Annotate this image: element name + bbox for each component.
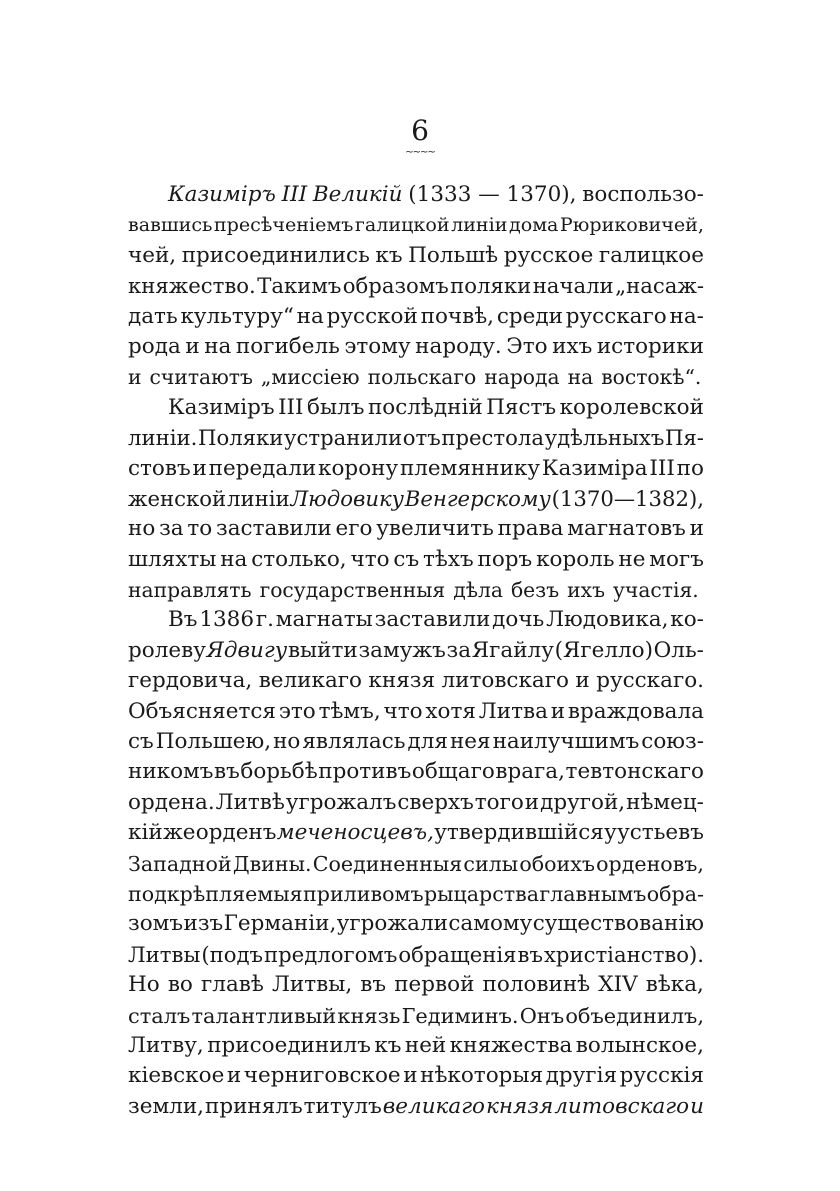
- word: то: [187, 516, 213, 542]
- word: магнаты: [275, 607, 373, 633]
- word: русскія: [619, 1063, 704, 1089]
- word: кіевское: [128, 1063, 225, 1089]
- word: вавшись: [128, 213, 213, 237]
- word: русской: [326, 303, 418, 329]
- word: изъ: [183, 911, 224, 937]
- word: что: [383, 698, 423, 724]
- word: Онъ: [519, 1003, 565, 1028]
- word: тѣмъ,: [318, 698, 381, 724]
- text-line: [128, 210, 704, 240]
- word: земли,: [128, 1093, 204, 1119]
- italic-word: Великій: [312, 182, 403, 207]
- word: культуру“: [180, 303, 294, 329]
- word: Пя-: [664, 425, 704, 451]
- word: XIV: [598, 972, 638, 998]
- word: угрожали: [336, 911, 448, 937]
- word: Западной: [128, 851, 232, 876]
- word: обоихъ: [519, 851, 595, 876]
- word: орденъ: [195, 820, 277, 846]
- word: дочь: [492, 607, 545, 633]
- word: устьевъ: [617, 820, 704, 846]
- word: на: [204, 333, 232, 359]
- word: ней: [404, 1032, 447, 1058]
- word: передали: [208, 455, 317, 481]
- word: удѣльныхъ: [544, 425, 665, 451]
- italic-word: Казиміръ: [168, 182, 276, 207]
- word: за: [159, 516, 184, 542]
- word: другой,: [540, 789, 626, 815]
- text-line: [128, 180, 704, 210]
- word: Литвы: [128, 941, 201, 967]
- word: и: [192, 455, 207, 481]
- word: Соединенныя: [312, 851, 463, 876]
- word: не: [618, 546, 646, 572]
- word: Гедиминъ.: [401, 1003, 519, 1028]
- text-line: [128, 1061, 704, 1091]
- word: почвѣ,: [420, 303, 495, 329]
- word: самому: [448, 911, 533, 937]
- word: нея: [449, 729, 491, 755]
- word: противъ: [318, 759, 412, 785]
- text-line: [128, 484, 704, 514]
- italic-word: Людовику: [290, 485, 404, 511]
- word: съ: [393, 546, 420, 572]
- word: же: [162, 820, 196, 846]
- word: ордена.: [128, 789, 215, 815]
- word: присоединились: [181, 242, 370, 268]
- word: Людовика,: [546, 607, 669, 633]
- word: на-: [669, 303, 704, 329]
- word: съ: [128, 729, 154, 755]
- word: чей,: [128, 242, 177, 268]
- word: г.: [255, 607, 274, 633]
- word: выйти: [287, 637, 358, 663]
- word: отъ: [402, 425, 441, 451]
- word: русскаго: [565, 303, 667, 329]
- text-line: [128, 514, 704, 544]
- word: но: [273, 729, 301, 755]
- word: угрожалъ: [285, 789, 397, 815]
- word: увеличить: [376, 516, 494, 542]
- word: историки: [596, 333, 704, 359]
- word: Казиміръ: [168, 394, 275, 420]
- word: князь: [337, 1003, 401, 1028]
- word: 1386: [199, 607, 255, 633]
- text-line: [128, 757, 704, 787]
- word: ихъ: [567, 578, 605, 603]
- word: направлять: [128, 578, 252, 603]
- text-line: [128, 1031, 704, 1061]
- word: сталъ: [128, 1003, 191, 1028]
- word: и: [689, 516, 704, 542]
- word: великаго: [258, 668, 362, 694]
- word: государственныя: [259, 578, 446, 603]
- word: замужъ: [358, 637, 446, 663]
- word: Двины.: [232, 851, 312, 876]
- word: существованію: [532, 911, 704, 937]
- word: князя: [368, 668, 436, 694]
- word: Рюриковичей,: [559, 213, 704, 237]
- word: народа: [484, 365, 560, 390]
- word: что: [350, 546, 390, 572]
- text-line: [128, 849, 704, 879]
- word: въ: [360, 972, 387, 998]
- word: гердовича,: [128, 668, 253, 694]
- body-text: [128, 180, 704, 1122]
- word: былъ: [307, 394, 365, 420]
- word: русскаго.: [596, 668, 704, 694]
- word: врага,: [495, 759, 565, 785]
- word: обра-: [646, 881, 704, 906]
- word: Но: [128, 972, 160, 998]
- word: заставили: [216, 516, 332, 542]
- word: талантливый: [191, 1003, 337, 1028]
- word: у: [604, 820, 617, 846]
- word: устранили: [284, 425, 403, 451]
- word: корону: [318, 455, 399, 481]
- word: линіи: [451, 213, 508, 237]
- word: Это: [506, 333, 548, 359]
- word: Польшею,: [155, 729, 272, 755]
- word: главнымъ: [539, 881, 647, 906]
- text-line: [128, 241, 704, 271]
- word: нѣмец-: [626, 789, 704, 815]
- word: шляхты: [128, 546, 217, 572]
- text-line: [128, 575, 704, 605]
- text-line: [128, 454, 704, 484]
- word: на: [220, 546, 248, 572]
- text-line: [128, 1001, 704, 1031]
- word: союз-: [641, 729, 704, 755]
- word: подкрѣпляемыя: [128, 881, 303, 906]
- word: Оль-: [653, 637, 704, 663]
- word: поляки: [450, 273, 532, 299]
- word: Литву,: [128, 1032, 204, 1058]
- word: силы: [463, 851, 519, 876]
- page-number-ornament: ~~~~: [405, 147, 435, 158]
- word: Въ: [168, 607, 198, 633]
- word: этому: [344, 333, 411, 359]
- word: дѣла: [453, 578, 503, 603]
- word: поръ: [477, 546, 533, 572]
- word: въ: [214, 759, 240, 785]
- word: и: [128, 365, 142, 390]
- word: рыцарства: [423, 881, 540, 906]
- word: по: [676, 455, 704, 481]
- text-line: [128, 332, 704, 362]
- word: права: [497, 516, 564, 542]
- word: для: [407, 729, 448, 755]
- word: княжества: [449, 1032, 573, 1058]
- word: дома: [508, 213, 559, 237]
- word: приливомъ: [303, 881, 424, 906]
- word: нѣкоторыя: [420, 1063, 544, 1089]
- word: принялъ: [205, 1093, 303, 1119]
- word: и: [185, 333, 200, 359]
- word: являлась: [302, 729, 406, 755]
- word: къ: [374, 1032, 402, 1058]
- word: погибель: [235, 333, 340, 359]
- word: (1333 — 1370),: [408, 182, 577, 207]
- word: магнатовъ: [567, 516, 686, 542]
- word: враждовала: [567, 698, 704, 724]
- word: кій: [128, 820, 163, 846]
- word: Поляки: [197, 425, 284, 451]
- word: польскаго: [367, 365, 477, 390]
- word: тевтонскаго: [565, 759, 704, 785]
- word: Литвы,: [271, 972, 353, 998]
- word: дать: [128, 303, 178, 329]
- word: на: [296, 303, 324, 329]
- word: въ: [517, 941, 543, 967]
- italic-word: и: [690, 1093, 704, 1119]
- word: и: [550, 698, 566, 724]
- word: ихъ: [552, 333, 593, 359]
- word: объединилъ,: [565, 1003, 704, 1028]
- italic-word: Ядвигу: [206, 637, 288, 663]
- word: Германіи,: [223, 911, 337, 937]
- word: за: [446, 637, 472, 663]
- word: (1370—1382),: [551, 485, 704, 511]
- word: русское: [503, 242, 594, 268]
- word: зомъ: [128, 911, 184, 937]
- word: половинѣ: [482, 972, 591, 998]
- word: волынское,: [575, 1032, 704, 1058]
- word: общаго: [411, 759, 495, 785]
- word: (подъ: [201, 941, 263, 967]
- word: женской: [128, 485, 227, 511]
- text-line: [128, 818, 704, 848]
- word: линіи: [227, 485, 290, 511]
- word: образомъ: [342, 273, 449, 299]
- word: но: [128, 516, 156, 542]
- word: и: [575, 668, 590, 694]
- text-line: [128, 879, 704, 909]
- word: среди: [496, 303, 563, 329]
- word: III: [278, 394, 304, 420]
- word: галицкое: [598, 242, 704, 268]
- word: литовскаго: [441, 668, 569, 694]
- text-line: [128, 1092, 704, 1122]
- word: начали: [532, 273, 614, 299]
- word: Пястъ: [486, 394, 557, 420]
- word: стовъ: [128, 455, 191, 481]
- text-line: [128, 970, 704, 1000]
- italic-word: Венгерскому: [404, 485, 551, 511]
- word: ко-: [670, 607, 704, 633]
- word: востокѣ“.: [601, 365, 702, 390]
- word: это: [278, 698, 316, 724]
- word: присоединилъ: [207, 1032, 371, 1058]
- word: хотя: [425, 698, 476, 724]
- text-line: [128, 393, 704, 423]
- word: и: [226, 1063, 242, 1089]
- word: на: [567, 365, 594, 390]
- word: христіанство).: [543, 941, 704, 967]
- page-number: 6: [411, 114, 429, 147]
- word: Литва: [478, 698, 548, 724]
- word: ролеву: [128, 637, 206, 663]
- word: вѣка,: [645, 972, 704, 998]
- word: участія.: [612, 578, 699, 603]
- word: племяннику: [399, 455, 541, 481]
- word: заставили: [374, 607, 491, 633]
- word: пресѣченіемъ: [213, 213, 354, 237]
- word: линіи.: [128, 425, 198, 451]
- word: Литвѣ: [215, 789, 285, 815]
- word: къ: [375, 242, 403, 268]
- word: могъ: [649, 546, 704, 572]
- word: III: [649, 455, 675, 481]
- text-line: [128, 271, 704, 301]
- word: орденовъ,: [596, 851, 704, 876]
- word: борьбѣ: [240, 759, 318, 785]
- word: главѣ: [201, 972, 264, 998]
- word: и: [524, 789, 540, 815]
- word: тѣхъ: [422, 546, 474, 572]
- word: первой: [394, 972, 475, 998]
- word: титулъ: [303, 1093, 382, 1119]
- word: Ягайлу: [471, 637, 554, 663]
- word: король: [536, 546, 615, 572]
- italic-word: меченосцевъ,: [276, 820, 434, 846]
- word: его: [335, 516, 373, 542]
- text-line: [128, 697, 704, 727]
- word: безъ: [510, 578, 560, 603]
- italic-word: великаго: [382, 1093, 486, 1119]
- italic-word: III: [281, 182, 308, 207]
- word: королевской: [559, 394, 704, 420]
- text-line: [128, 362, 704, 392]
- text-line: [128, 636, 704, 666]
- word: другія: [545, 1063, 618, 1089]
- word: Объясняется: [128, 698, 276, 724]
- text-line: [128, 666, 704, 696]
- word: престола: [441, 425, 544, 451]
- word: и: [403, 1063, 418, 1089]
- text-line: [128, 727, 704, 757]
- word: того: [474, 789, 524, 815]
- word: никомъ: [128, 759, 214, 785]
- word: княжество.: [128, 273, 256, 299]
- italic-word: литовскаго: [554, 1093, 690, 1119]
- word: обращенія: [398, 941, 517, 967]
- text-line: [128, 545, 704, 575]
- word: считаютъ: [149, 365, 253, 390]
- word: столько,: [251, 546, 347, 572]
- word: наилучшимъ: [492, 729, 640, 755]
- word: черниговское: [243, 1063, 401, 1089]
- word: Польшѣ: [408, 242, 499, 268]
- text-line: [128, 605, 704, 635]
- word: Такимъ: [257, 273, 342, 299]
- word: „миссіею: [260, 365, 360, 390]
- text-line: [128, 423, 704, 453]
- word: галицкой: [354, 213, 450, 237]
- word: Казиміра: [541, 455, 648, 481]
- word: воспользо-: [582, 182, 704, 207]
- text-line: [128, 302, 704, 332]
- word: (Ягелло): [554, 637, 653, 663]
- word: предлогомъ: [264, 941, 398, 967]
- word: „насаж-: [615, 273, 704, 299]
- word: сверхъ: [397, 789, 474, 815]
- text-line: [128, 940, 704, 970]
- text-line: [128, 909, 704, 939]
- word: во: [167, 972, 193, 998]
- text-line: [128, 788, 704, 818]
- word: рода: [128, 333, 181, 359]
- word: послѣдній: [367, 394, 483, 420]
- word: народу.: [415, 333, 502, 359]
- italic-word: князя: [486, 1093, 554, 1119]
- word: утвердившійся: [434, 820, 604, 846]
